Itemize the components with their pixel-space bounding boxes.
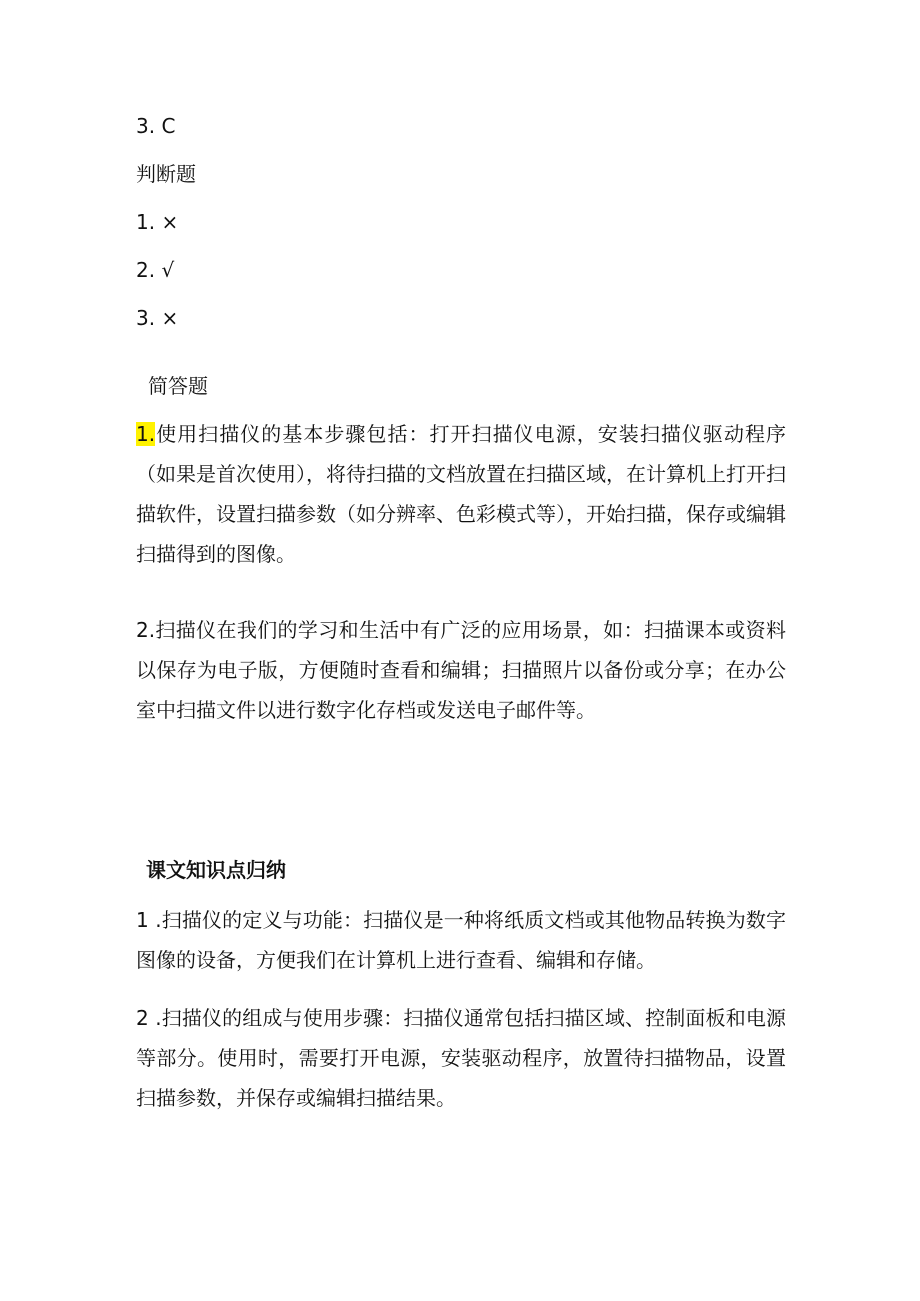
summary-item-2-text: 2 .扫描仪的组成与使用步骤：扫描仪通常包括扫描区域、控制面板和电源等部分。使用时，需要打开电源，安装驱动程序，放置待扫描物品，设置扫描参数，并保存或编辑扫描结果。 bbox=[136, 1006, 786, 1110]
short-answer-2 bbox=[136, 610, 786, 730]
short-answer-heading: 简答题 bbox=[148, 374, 208, 398]
summary-item-1 bbox=[136, 900, 786, 980]
true-false-answer-1: 1. × bbox=[136, 210, 179, 234]
summary-heading: 课文知识点归纳 bbox=[146, 858, 286, 882]
summary-item-2 bbox=[136, 998, 786, 1118]
summary-item-1-text: 1 .扫描仪的定义与功能：扫描仪是一种将纸质文档或其他物品转换为数字图像的设备，方便我们在计算机上进行查看、编辑和存储。 bbox=[136, 908, 786, 972]
highlighted-item-number: 1. bbox=[136, 422, 156, 446]
true-false-answer-2: 2. √ bbox=[136, 258, 175, 282]
short-answer-1 bbox=[136, 414, 786, 574]
true-false-heading: 判断题 bbox=[136, 162, 196, 186]
true-false-answer-3: 3. × bbox=[136, 306, 179, 330]
short-answer-2-text: 2.扫描仪在我们的学习和生活中有广泛的应用场景，如：扫描课本或资料以保存为电子版，方便随时查看和编辑；扫描照片以备份或分享；在办公室中扫描文件以进行数字化存档或发送电子邮件等。 bbox=[136, 618, 786, 722]
short-answer-1-text: 使用扫描仪的基本步骤包括：打开扫描仪电源，安装扫描仪驱动程序（如果是首次使用），将待扫描的文档放置在扫描区域，在计算机上打开扫描软件，设置扫描参数（如分辨率、色彩模式等），开始扫描，保存或编辑扫描得到的图像。 bbox=[136, 422, 786, 566]
choice-answer-3: 3. C bbox=[136, 114, 176, 138]
